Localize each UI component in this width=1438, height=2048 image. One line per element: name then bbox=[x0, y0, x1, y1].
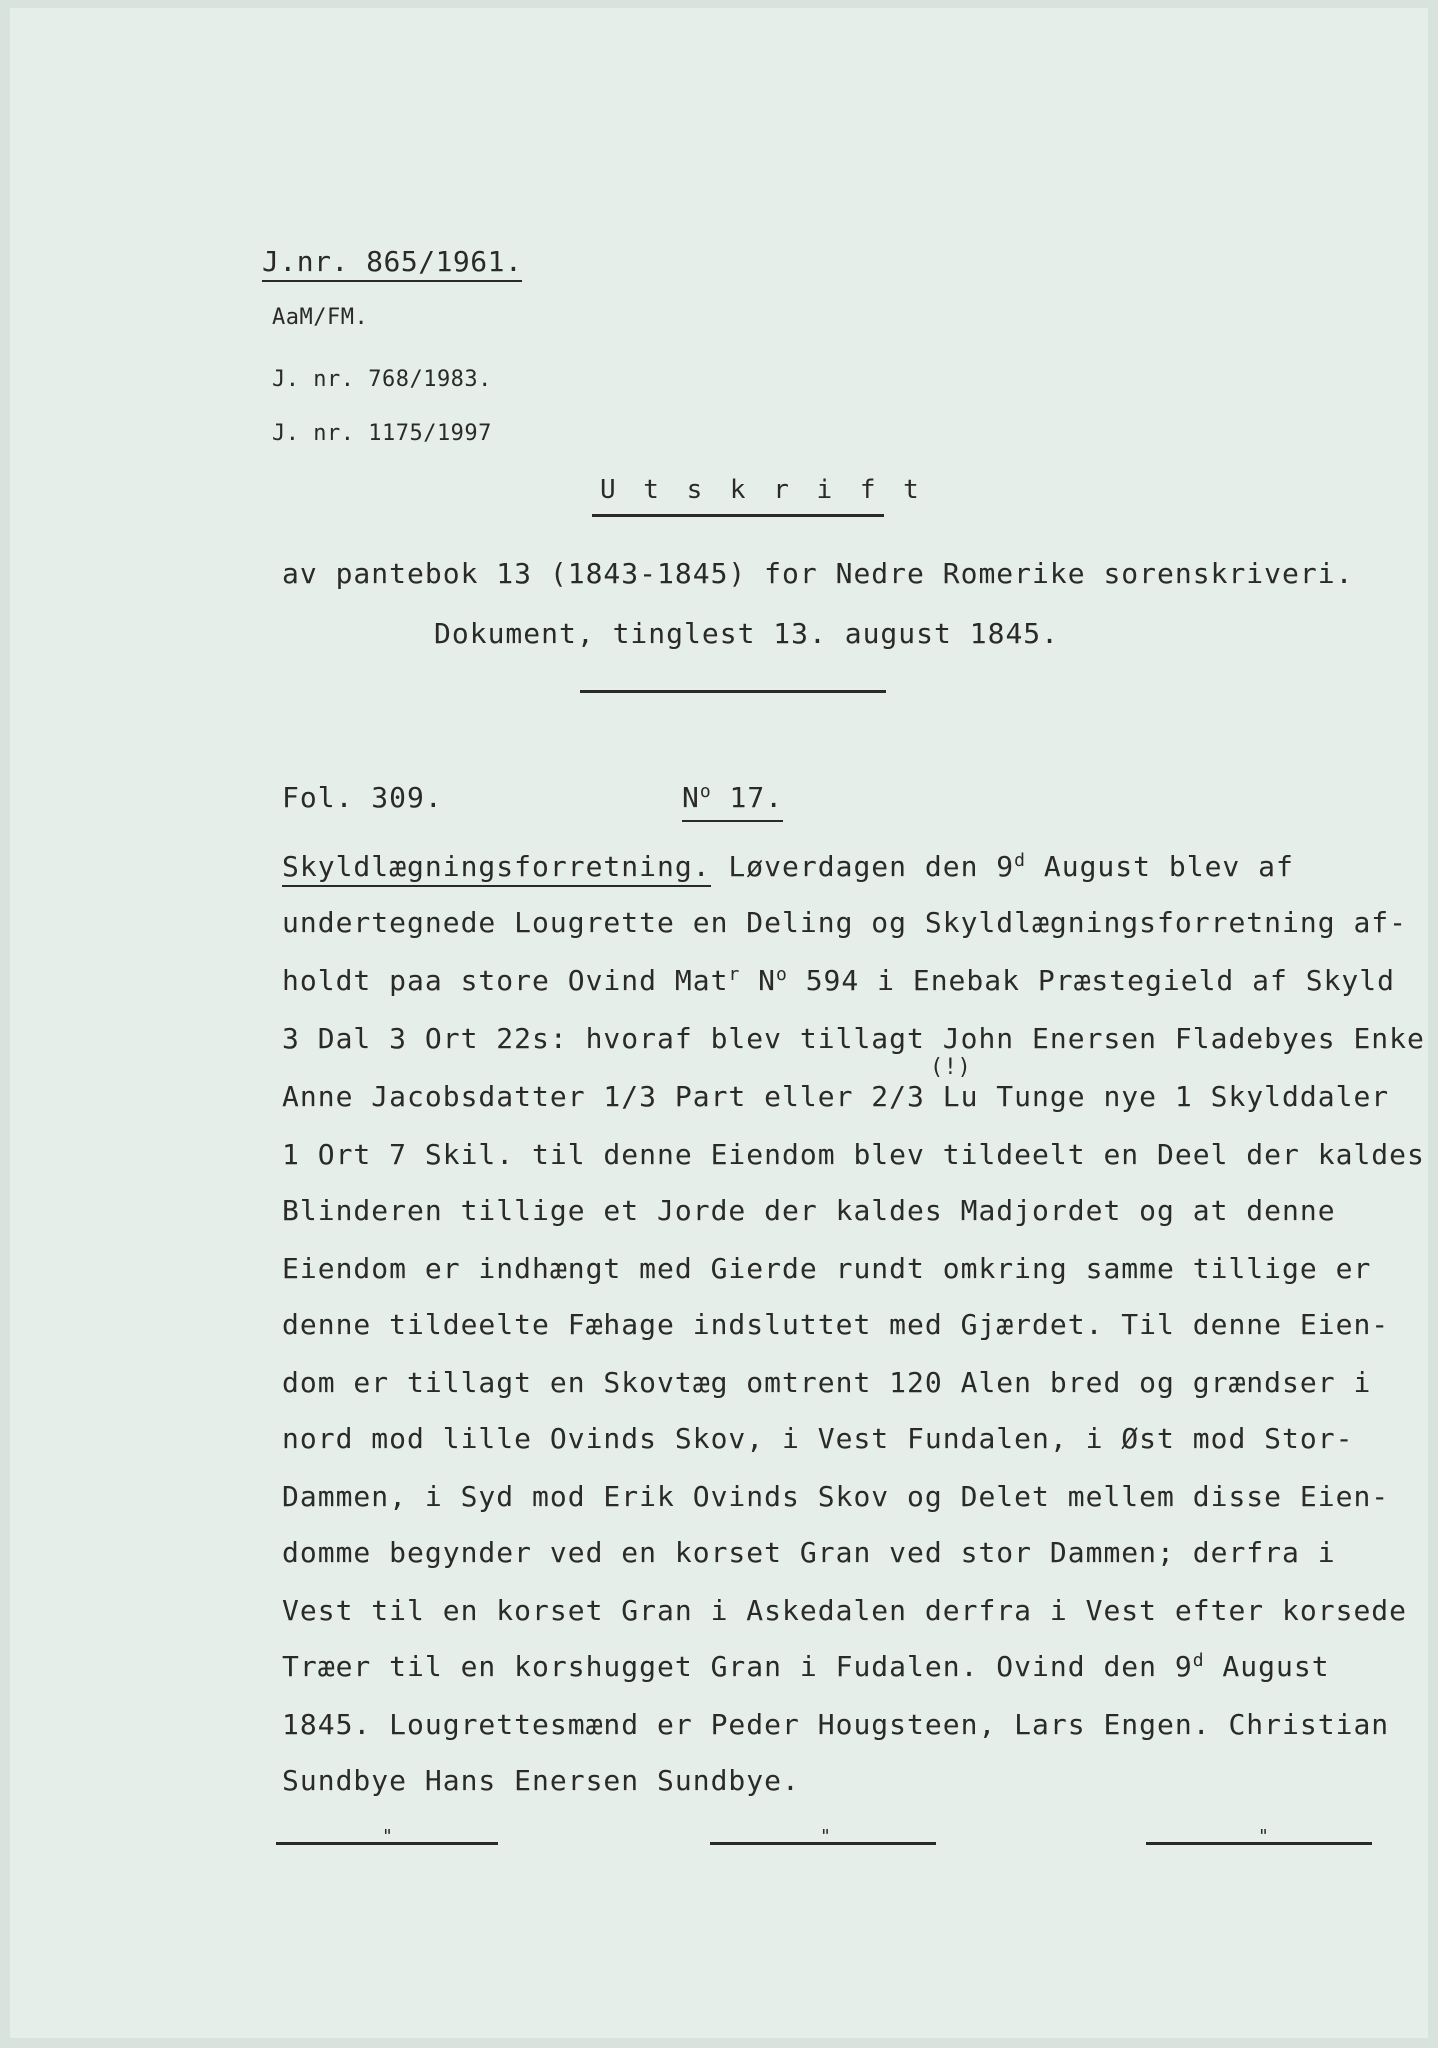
journal-number-1961: J.nr. 865/1961. bbox=[262, 246, 522, 282]
body-line-6: 1 Ort 7 Skil. til denne Eiendom blev tildeelt en Deel der kaldes bbox=[282, 1138, 1425, 1171]
heading-word: Skyldlægningsforretning. bbox=[282, 850, 711, 887]
journal-number-1997: J. nr. 1175/1997 bbox=[272, 421, 492, 446]
body-line-2: undertegnede Lougrette en Deling og Skyldlægningsforretning af- bbox=[282, 906, 1408, 939]
document-page bbox=[10, 8, 1428, 2038]
ditto-mark-2: " bbox=[820, 1826, 831, 1847]
line-3-part-b: N bbox=[740, 964, 776, 997]
body-line-17: Sundbye Hans Enersen Sundbye. bbox=[282, 1764, 800, 1797]
entry-number-superscript: o bbox=[699, 781, 712, 802]
line-3-sup-1: r bbox=[728, 964, 741, 985]
body-line-3 bbox=[282, 964, 1395, 1002]
body-line-5: Anne Jacobsdatter 1/3 Part eller 2/3 Lu Tunge nye 1 Skylddaler bbox=[282, 1080, 1390, 1113]
body-line-4: 3 Dal 3 Ort 22s: hvoraf blev tillagt John Enersen Fladebyes Enke bbox=[282, 1022, 1425, 1055]
line-3-part-a: holdt paa store Ovind Mat bbox=[282, 964, 729, 997]
section-divider bbox=[580, 690, 886, 693]
entry-number-prefix: N bbox=[682, 781, 700, 814]
line-15-part-c: August bbox=[1204, 1650, 1330, 1683]
body-line-10: dom er tillagt en Skovtæg omtrent 120 Alen bred og grændser i bbox=[282, 1366, 1372, 1399]
ditto-mark-3: " bbox=[1258, 1826, 1269, 1847]
line-3-part-c: 594 i Enebak Præstegield af Skyld bbox=[787, 964, 1395, 997]
body-line-1 bbox=[282, 850, 1294, 888]
line-15-sup: d bbox=[1192, 1650, 1205, 1671]
body-line-14: Vest til en korset Gran i Askedalen derfra i Vest efter korsede bbox=[282, 1594, 1408, 1627]
body-line-13: domme begynder ved en korset Gran ved stor Dammen; derfra i bbox=[282, 1536, 1336, 1569]
marginal-annotation: (!) bbox=[930, 1055, 972, 1080]
body-line-16: 1845. Lougrettesmænd er Peder Hougsteen, Lars Engen. Christian bbox=[282, 1708, 1390, 1741]
source-description: av pantebok 13 (1843-1845) for Nedre Romerike sorenskriveri. bbox=[282, 557, 1354, 590]
ditto-mark-1: " bbox=[382, 1826, 393, 1847]
body-line-8: Eiendom er indhængt med Gierde rundt omkring samme tillige er bbox=[282, 1252, 1372, 1285]
document-title: U t s k r i f t bbox=[600, 475, 925, 505]
body-line-7: Blinderen tillige et Jorde der kaldes Madjordet og at denne bbox=[282, 1194, 1336, 1227]
body-line-11: nord mod lille Ovinds Skov, i Vest Fundalen, i Øst mod Stor- bbox=[282, 1422, 1354, 1455]
body-line-9: denne tildeelte Fæhage indsluttet med Gjærdet. Til denne Eien- bbox=[282, 1308, 1390, 1341]
folio-number: Fol. 309. bbox=[282, 781, 443, 814]
body-line-15 bbox=[282, 1650, 1330, 1688]
entry-number-value: 17. bbox=[711, 781, 784, 814]
registration-date: Dokument, tinglest 13. august 1845. bbox=[434, 617, 1060, 650]
line-1-part-b: Løverdagen den 9 bbox=[710, 850, 1015, 883]
line-1-sup: d bbox=[1014, 850, 1026, 871]
line-15-part-a: Træer til en korshugget Gran i Fudalen. Ovind den 9 bbox=[282, 1650, 1193, 1683]
title-underline bbox=[592, 514, 884, 517]
line-3-sup-2: o bbox=[776, 964, 788, 985]
initials: AaM/FM. bbox=[272, 305, 369, 330]
journal-number-1983: J. nr. 768/1983. bbox=[272, 367, 492, 392]
line-1-part-c: August blev af bbox=[1026, 850, 1294, 883]
entry-number bbox=[682, 782, 783, 822]
body-line-12: Dammen, i Syd mod Erik Ovinds Skov og Delet mellem disse Eien- bbox=[282, 1480, 1390, 1513]
